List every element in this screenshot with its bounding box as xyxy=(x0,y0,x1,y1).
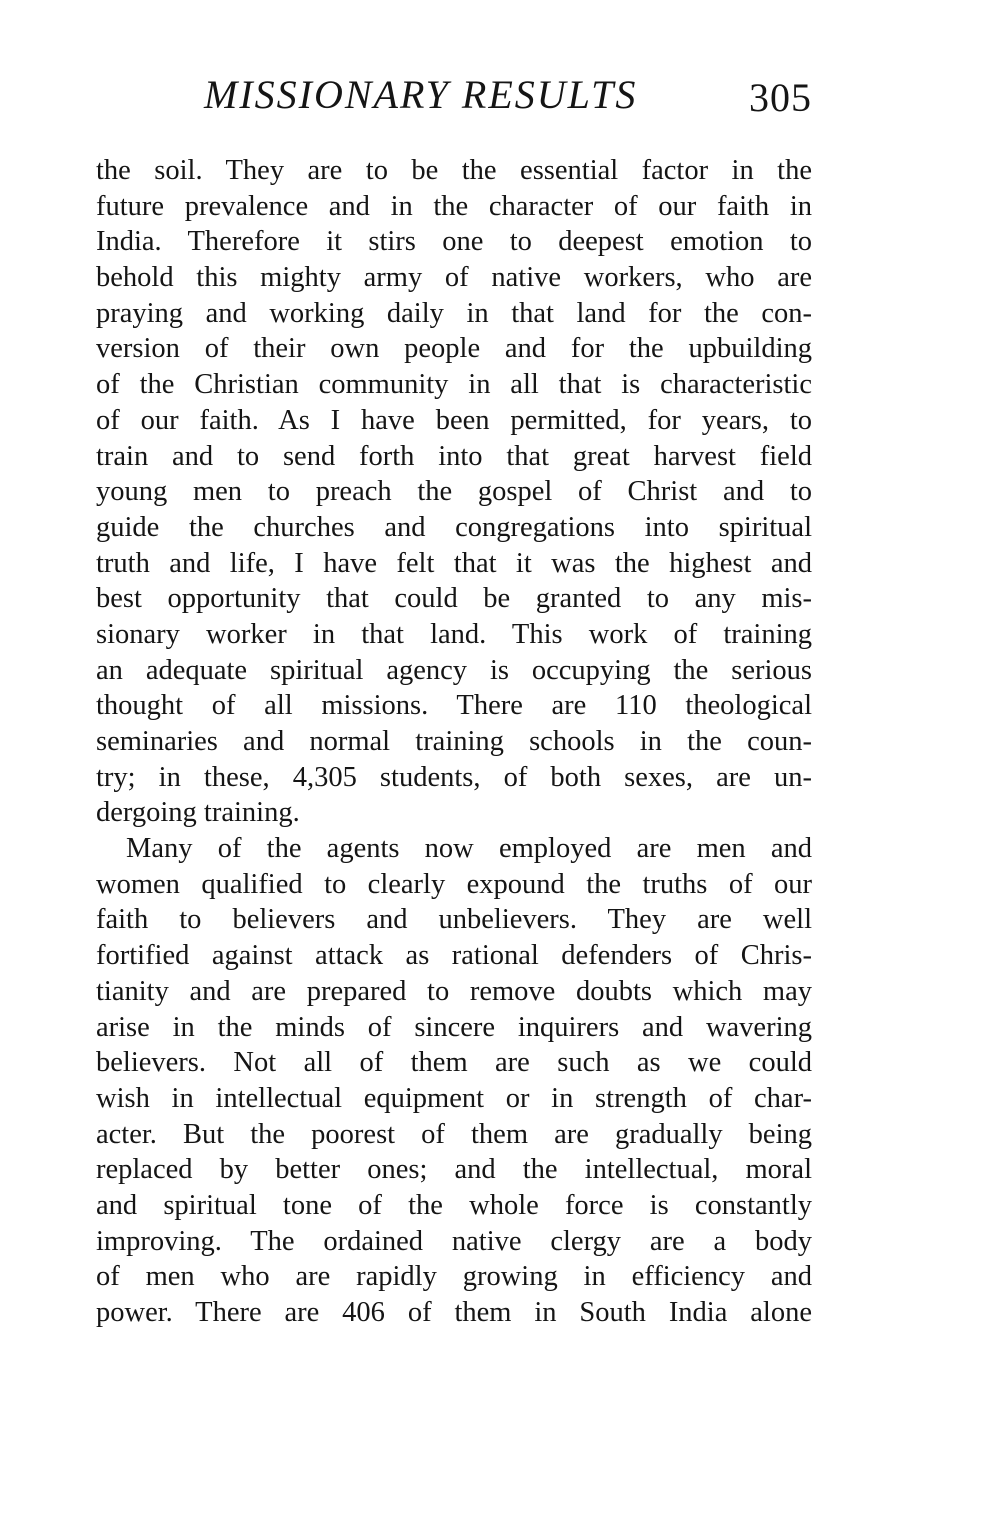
page-number: 305 xyxy=(749,75,812,120)
text-line: behold this mighty army of native workers, who are xyxy=(96,262,812,294)
running-header xyxy=(96,70,812,130)
text-line: India. Therefore it stirs one to deepest emotion to xyxy=(96,226,812,258)
text-line: praying and working daily in that land for the con- xyxy=(96,297,812,329)
text-line: future prevalence and in the character of our faith in xyxy=(96,190,812,222)
text-line: of men who are rapidly growing in efficiency and xyxy=(96,1261,812,1293)
text-line: acter. But the poorest of them are gradually being xyxy=(96,1118,812,1150)
text-line: thought of all missions. There are 110 theological xyxy=(96,690,812,722)
text-line: guide the churches and congregations into spiritual xyxy=(96,511,812,543)
text-line: dergoing training. xyxy=(96,797,300,829)
text-line: best opportunity that could be granted to any mis- xyxy=(96,583,812,615)
text-line: try; in these, 4,305 students, of both sexes, are un- xyxy=(96,761,812,793)
paragraph-2 xyxy=(96,831,812,1331)
text-line: tianity and are prepared to remove doubts which may xyxy=(96,975,812,1007)
text-line: an adequate spiritual agency is occupying the serious xyxy=(96,654,812,686)
text-line: of our faith. As I have been permitted, for years, to xyxy=(96,404,812,436)
body-text xyxy=(96,153,812,1331)
text-line: version of their own people and for the upbuilding xyxy=(96,333,812,365)
text-line: train and to send forth into that great harvest field xyxy=(96,440,812,472)
text-line: replaced by better ones; and the intellectual, moral xyxy=(96,1154,812,1186)
text-line: young men to preach the gospel of Christ and to xyxy=(96,476,812,508)
text-line: Many of the agents now employed are men and xyxy=(126,833,812,865)
text-line: women qualified to clearly expound the truths of our xyxy=(96,868,812,900)
text-line: improving. The ordained native clergy are a body xyxy=(96,1225,812,1257)
text-line: power. There are 406 of them in South India alone xyxy=(96,1297,812,1328)
text-line: faith to believers and unbelievers. They are well xyxy=(96,904,812,936)
text-line: believers. Not all of them are such as we could xyxy=(96,1047,812,1079)
text-line: truth and life, I have felt that it was the highest and xyxy=(96,547,812,579)
text-line: arise in the minds of sincere inquirers and wavering xyxy=(96,1011,812,1043)
text-line: seminaries and normal training schools in the coun- xyxy=(96,726,812,757)
paragraph-1 xyxy=(96,153,812,831)
text-line: sionary worker in that land. This work of training xyxy=(96,618,812,650)
running-title: MISSIONARY RESULTS xyxy=(204,72,638,117)
text-line: of the Christian community in all that is characteristic xyxy=(96,369,812,401)
text-line: and spiritual tone of the whole force is constantly xyxy=(96,1189,812,1221)
text-line: fortified against attack as rational defenders of Chris- xyxy=(96,940,812,972)
text-line: the soil. They are to be the essential factor in the xyxy=(96,155,812,186)
text-line: wish in intellectual equipment or in strength of char- xyxy=(96,1082,812,1114)
